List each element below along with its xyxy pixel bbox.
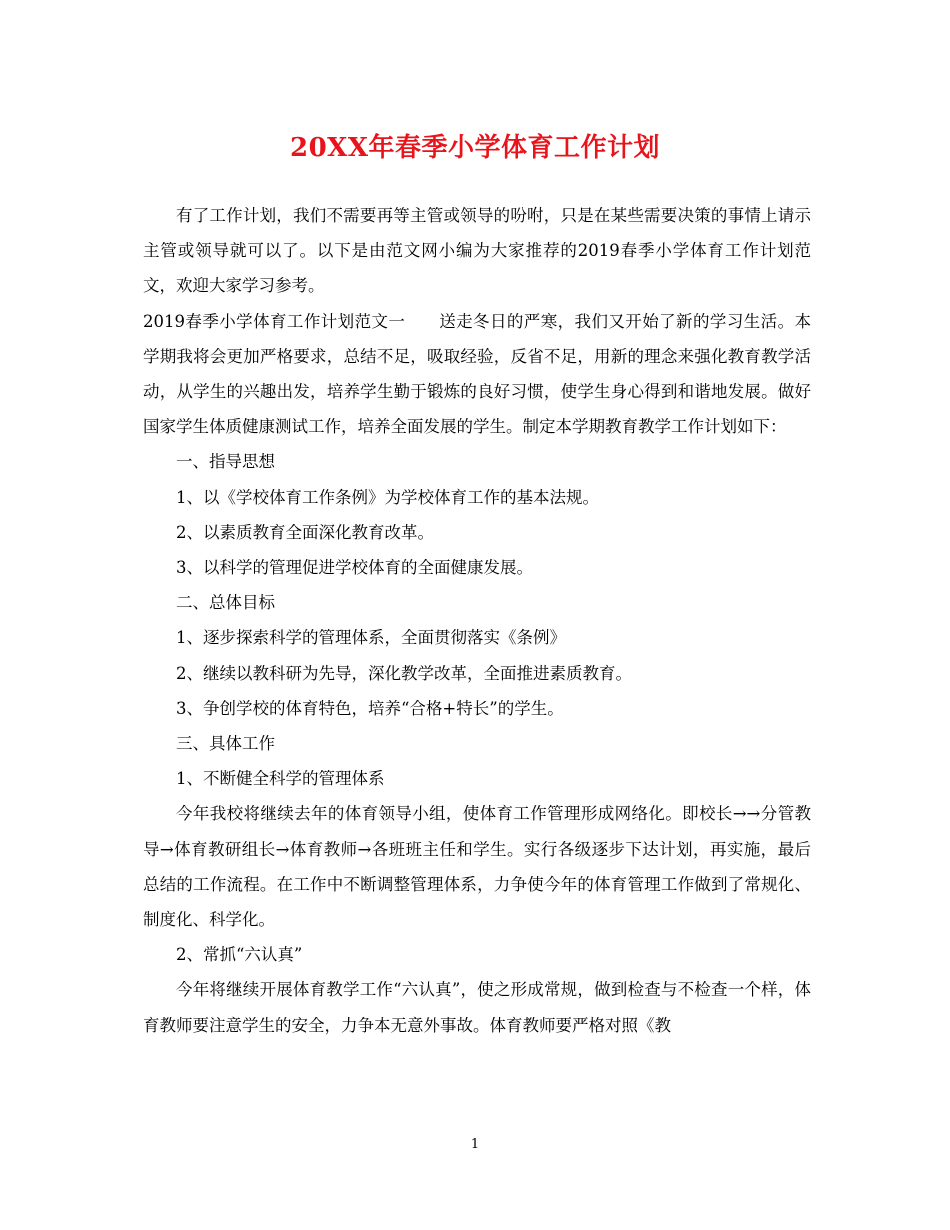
section-heading: 三、具体工作 — [176, 734, 275, 754]
section-heading: 一、指导思想 — [176, 452, 275, 472]
list-item: 1、以《学校体育工作条例》为学校体育工作的基本法规。 — [176, 487, 599, 507]
document-body — [143, 198, 811, 1043]
list-item: 1、逐步探索科学的管理体系，全面贯彻落实《条例》 — [176, 628, 566, 648]
subsection-heading: 2、常抓“六认真” — [176, 945, 303, 965]
list-item: 3、以科学的管理促进学校体育的全面健康发展。 — [176, 558, 533, 578]
paragraph: 今年将继续开展体育教学工作“六认真”，使之形成常规，做到检查与不检查一个样，体育教师要注意学生的安全，力争本无意外事故。体育教师要严格对照《教 — [143, 980, 811, 1035]
paragraph: 今年我校将继续去年的体育领导小组，使体育工作管理形成网络化。即校长→→分管教导→体育教研组长→体育教师→各班班主任和学生。实行各级逐步下达计划，再实施，最后总结的工作流程。在工作中不断调整管理体系，力争使今年的体育管理工作做到了常规化、制度化、科学化。 — [143, 804, 811, 930]
list-item: 2、以素质教育全面深化教育改革。 — [176, 522, 434, 542]
paragraph: 2019春季小学体育工作计划范文一 送走冬日的严寒，我们又开始了新的学习生活。本学期我将会更加严格要求，总结不足，吸取经验，反省不足，用新的理念来强化教育教学活动，从学生的兴趣出发，培养学生勤于锻炼的良好习惯，使学生身心得到和谐地发展。做好国家学生体质健康测试工作，培养全面发展的学生。制定本学期教育教学工作计划如下： — [143, 311, 811, 437]
subsection-heading: 1、不断健全科学的管理体系 — [176, 769, 385, 789]
list-item: 3、争创学校的体育特色，培养“合格+特长”的学生。 — [176, 698, 564, 718]
list-item: 2、继续以教科研为先导，深化教学改革，全面推进素质教育。 — [176, 663, 632, 683]
section-heading: 二、总体目标 — [176, 593, 275, 613]
page-number: 1 — [470, 1137, 480, 1152]
document-title: 20XX年春季小学体育工作计划 — [289, 133, 661, 163]
paragraph: 有了工作计划，我们不需要再等主管或领导的吩咐，只是在某些需要决策的事情上请示主管或领导就可以了。以下是由范文网小编为大家推荐的2019春季小学体育工作计划范文，欢迎大家学习参考。 — [143, 206, 811, 296]
